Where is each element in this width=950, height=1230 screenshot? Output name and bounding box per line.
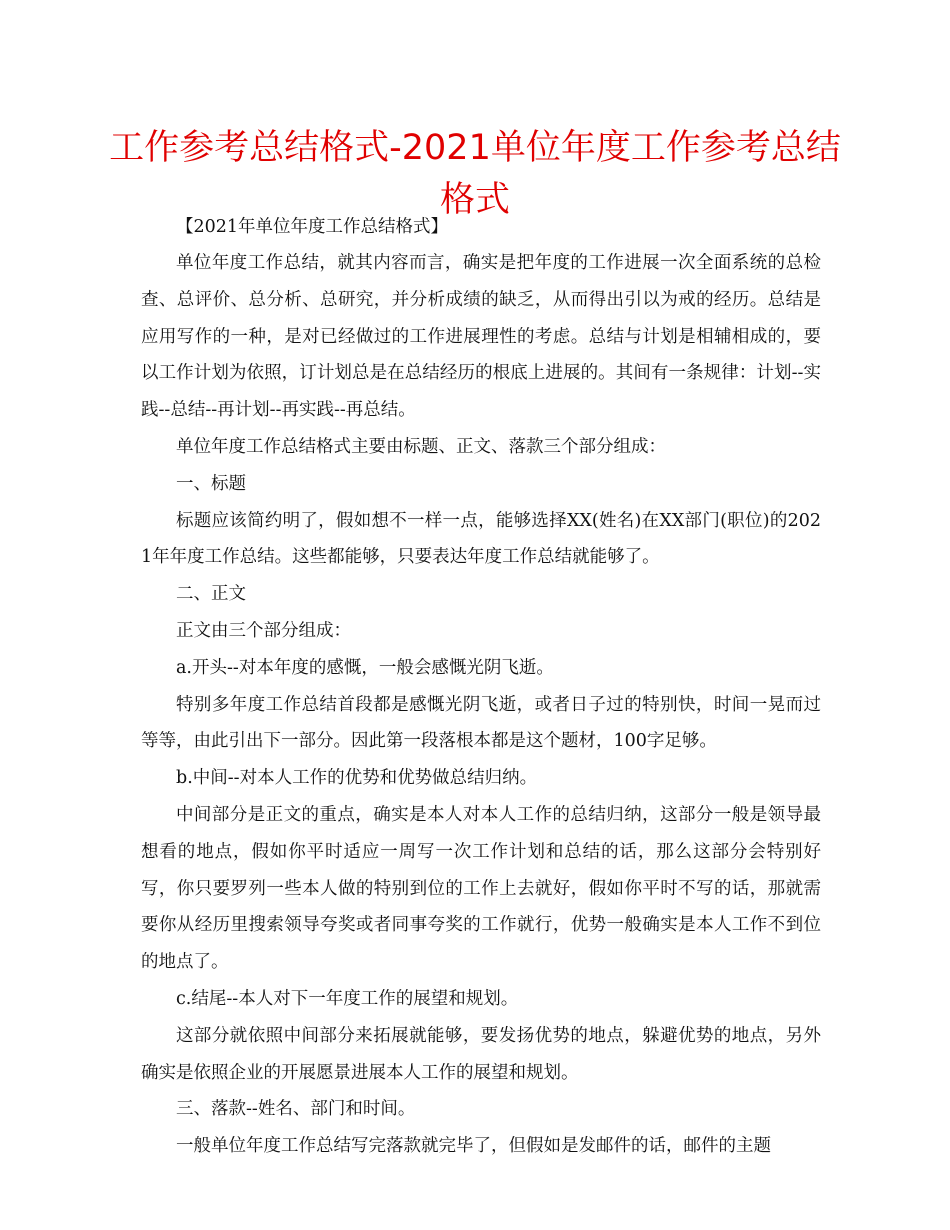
opening-heading: a.开头--对本年度的感慨，一般会感慨光阴飞逝。 bbox=[176, 657, 554, 678]
section-heading-signature: 三、落款--姓名、部门和时间。 bbox=[176, 1099, 416, 1120]
intro-paragraph: 单位年度工作总结，就其内容而言，确实是把年度的工作进展一次全面系统的总检查、总评价、总分析、总研究，并分析成绩的缺乏，从而得出引以为戒的经历。总结是应用写作的一种，是对已经做过的工作进展理性的考虑。总结与计划是相辅相成的，要以工作计划为依照，订计划总是在总结经历的根底上进展的。其间有一条规律：计划--实践--总结--再计划--再实践--再总结。 bbox=[141, 253, 821, 421]
middle-heading: b.中间--对本人工作的优势和优势做总结归纳。 bbox=[176, 768, 538, 789]
document-title: 工作参考总结格式-2021单位年度工作参考总结格式 bbox=[109, 128, 841, 220]
closing-paragraph: 一般单位年度工作总结写完落款就完毕了，但假如是发邮件的话，邮件的主题 bbox=[176, 1136, 771, 1157]
middle-paragraph: 中间部分是正文的重点，确实是本人对本人工作的总结归纳，这部分一般是领导最想看的地点，假如你平时适应一周写一次工作计划和总结的话，那么这部分会特别好写，你只要罗列一些本人做的特别到位的工作上去就好，假如你平时不写的话，那就需要你从经历里搜索领导夸奖或者同事夸奖的工作就行，优势一般确实是本人工作不到位的地点了。 bbox=[141, 804, 821, 973]
body-intro-paragraph: 正文由三个部分组成： bbox=[176, 620, 351, 641]
structure-paragraph: 单位年度工作总结格式主要由标题、正文、落款三个部分组成： bbox=[176, 436, 666, 457]
subtitle-paragraph: 【2021年单位年度工作总结格式】 bbox=[176, 217, 449, 237]
document-body bbox=[141, 214, 821, 1165]
section-heading-body: 二、正文 bbox=[176, 584, 246, 605]
title-paragraph: 标题应该简约明了，假如想不一样一点，能够选择XX(姓名)在XX部门(职位)的2021年年度工作总结。这些都能够，只要表达年度工作总结就能够了。 bbox=[141, 510, 821, 568]
ending-heading: c.结尾--本人对下一年度工作的展望和规划。 bbox=[176, 988, 519, 1009]
opening-paragraph: 特别多年度工作总结首段都是感慨光阴飞逝，或者日子过的特别快，时间一晃而过等等，由此引出下一部分。因此第一段落根本都是这个题材，100字足够。 bbox=[141, 694, 821, 752]
section-heading-title: 一、标题 bbox=[176, 473, 246, 494]
ending-paragraph: 这部分就依照中间部分来拓展就能够，要发扬优势的地点，躲避优势的地点，另外确实是依照企业的开展愿景进展本人工作的展望和规划。 bbox=[141, 1025, 821, 1083]
